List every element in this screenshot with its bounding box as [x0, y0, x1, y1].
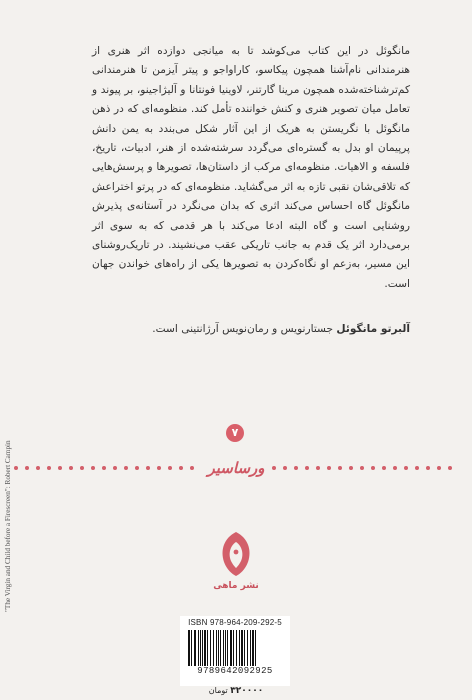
barcode-number: 9789642092925: [197, 666, 273, 676]
barcode-bar: [230, 630, 232, 666]
barcode-bar: [220, 630, 221, 666]
decorative-dot: [179, 466, 183, 470]
decorative-dot: [190, 466, 194, 470]
decorative-dot: [135, 466, 139, 470]
decorative-dot: [437, 466, 441, 470]
decorative-dot: [360, 466, 364, 470]
barcode-bar: [223, 630, 224, 666]
price: [196, 686, 276, 696]
dots-left: [14, 466, 200, 470]
decorative-dot: [80, 466, 84, 470]
decorative-dot: [102, 466, 106, 470]
decorative-dot: [168, 466, 172, 470]
decorative-dot: [448, 466, 452, 470]
barcode-bar: [247, 630, 248, 666]
barcode: [180, 616, 290, 686]
barcode-bar: [207, 630, 208, 666]
barcode-bar: [200, 630, 201, 666]
barcode-bar: [236, 630, 237, 666]
decorative-dot: [124, 466, 128, 470]
barcode-bar: [255, 630, 256, 666]
barcode-bar: [191, 630, 192, 666]
decorative-dot: [272, 466, 276, 470]
series-band: [0, 448, 472, 488]
barcode-bar: [188, 630, 190, 666]
barcode-bar: [198, 630, 199, 666]
author-name: آلبرتو مانگوئل: [336, 323, 410, 335]
author-line: [92, 320, 410, 338]
fish-icon: [208, 528, 264, 580]
decorative-dot: [91, 466, 95, 470]
decorative-dot: [349, 466, 353, 470]
decorative-dot: [58, 466, 62, 470]
barcode-bar: [213, 630, 214, 666]
cover-image-credit: "The Virgin and Child before a Firescreen": Robert Campin: [4, 440, 12, 612]
price-value: ۳۲۰۰۰۰: [230, 686, 264, 696]
barcode-bar: [216, 630, 217, 666]
decorative-dot: [283, 466, 287, 470]
series-logo: ورساسیر: [207, 459, 265, 477]
dots-right: [272, 466, 462, 470]
barcode-bar: [241, 630, 243, 666]
barcode-bars: [186, 630, 284, 666]
barcode-bar: [225, 630, 226, 666]
decorative-dot: [14, 466, 18, 470]
decorative-dot: [25, 466, 29, 470]
barcode-bar: [204, 630, 206, 666]
decorative-dot: [146, 466, 150, 470]
decorative-dot: [316, 466, 320, 470]
publisher-logo: [208, 528, 264, 600]
isbn-text: ISBN 978-964-209-292-5: [188, 618, 282, 627]
author-description: جستارنویس و رمان‌نویس آرژانتینی است.: [152, 323, 337, 335]
barcode-bar: [227, 630, 228, 666]
decorative-dot: [113, 466, 117, 470]
decorative-dot: [69, 466, 73, 470]
decorative-dot: [305, 466, 309, 470]
price-unit: تومان: [208, 686, 228, 695]
decorative-dot: [393, 466, 397, 470]
decorative-dot: [426, 466, 430, 470]
decorative-dot: [36, 466, 40, 470]
barcode-bar: [244, 630, 245, 666]
decorative-dot: [404, 466, 408, 470]
decorative-dot: [415, 466, 419, 470]
decorative-dot: [157, 466, 161, 470]
decorative-dot: [327, 466, 331, 470]
decorative-dot: [382, 466, 386, 470]
barcode-bar: [233, 630, 234, 666]
decorative-dot: [47, 466, 51, 470]
barcode-bar: [239, 630, 240, 666]
description-paragraph: مانگوئل در این کتاب می‌کوشد تا به میانجی دوازده اثر هنری از هنرمندانی نام‌آشنا همچون پیکاسو، کاراواجو و پیتر آیزمن تا هنرمندانی کم‌ترشناخته‌شده همچون مرینا گارتنر، لاوینیا فونتانا و آلیژاجینو، بر پیوند و تعامل میان تصویر هنری و کنش خواننده تأمل کند. منظومه‌ای که در ذهن مانگوئل با نگریستن به هریک از این آثار شکل می‌بندد به یمن دانش پرپیمان او بدل به گستره‌ای می‌گردد سرشته‌شده از هنر، ادبیات، تاریخ، فلسفه و الاهیات. منظومه‌ای مرکب از داستان‌ها، تصویرها و پرسش‌هایی که تلاقی‌شان نقبی تازه به اثر می‌گشاید. منظومه‌ای که در پرتو اختراعش مانگوئل گاه احساس می‌کند اثری که بدان می‌نگرد در آستانه‌ی پذیرش روشنایی است و گاه البته ادعا می‌کند با هر قدمی که به سوی اثر برمی‌دارد اثر یک قدم به جانب تاریکی عقب می‌نشیند. در تاریک‌روشنای این مسیر، به‌زعم او نگاه‌کردن به تصویرها یکی از راه‌های خواندن جهان است.: [92, 45, 410, 290]
barcode-bar: [218, 630, 219, 666]
publisher-name: نشر ماهی: [213, 581, 259, 591]
description-text: [92, 42, 410, 294]
barcode-bar: [194, 630, 196, 666]
decorative-dot: [371, 466, 375, 470]
decorative-dot: [294, 466, 298, 470]
barcode-bar: [210, 630, 211, 666]
decorative-dot: [338, 466, 342, 470]
barcode-bar: [252, 630, 254, 666]
barcode-bar: [202, 630, 203, 666]
series-number-badge: ۷: [226, 424, 244, 442]
barcode-bar: [250, 630, 251, 666]
